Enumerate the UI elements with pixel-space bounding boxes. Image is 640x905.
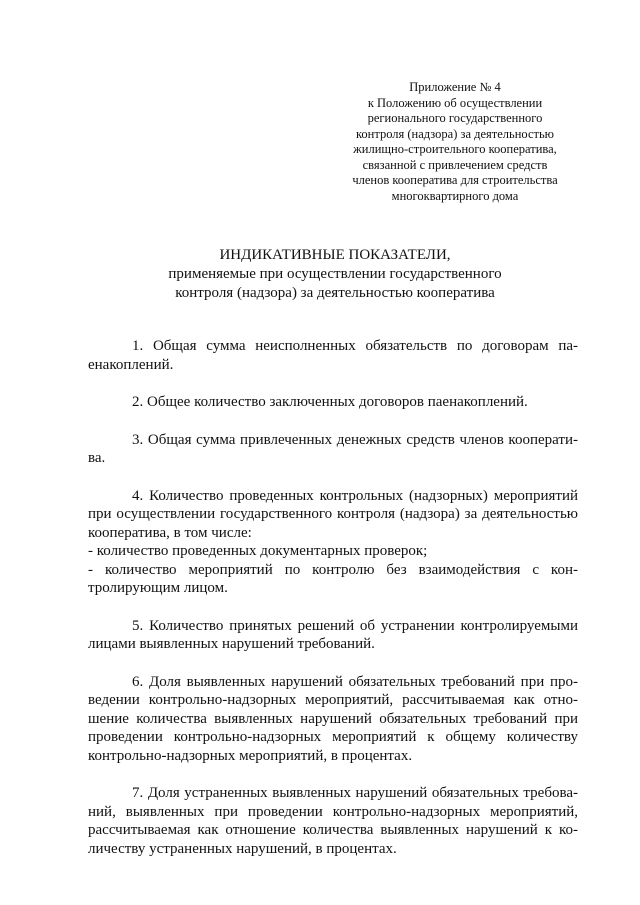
title-heading: ИНДИКАТИВНЫЕ ПОКАЗАТЕЛИ, [219, 247, 451, 263]
appendix-line: контроля (надзора) за деятельностью [355, 126, 555, 141]
paragraph-line: тролирующим лицом. [88, 580, 228, 596]
paragraph-line: 2. Общее количество заключенных договоров паенакоплений. [132, 394, 528, 410]
paragraph-line: личеству устраненных нарушений, в процентах. [88, 840, 397, 857]
indicator-item-6 [88, 673, 578, 766]
indicator-item-1 [88, 337, 578, 374]
indicator-list [88, 337, 578, 858]
paragraph-line: 6. Доля выявленных нарушений обязательных требований при про- [132, 673, 578, 690]
appendix-line: многоквартирного дома [391, 188, 519, 203]
paragraph-line: - количество проведенных документарных проверок; [88, 543, 428, 559]
indicator-item-7 [88, 784, 578, 858]
paragraph-line: рассчитываемая как отношение количества выявленных нарушений к ко- [88, 822, 578, 838]
paragraph-line: 1. Общая сумма неисполненных обязательств по договорам па- [132, 338, 578, 354]
indicator-item-4 [88, 487, 578, 598]
paragraph-line: 7. Доля устраненных выявленных нарушений обязательных требова- [132, 785, 578, 801]
paragraph-line: 5. Количество принятых решений об устранении контролируемыми [132, 617, 578, 634]
paragraph-line: проведении контрольно-надзорных мероприятий к общему количеству [88, 729, 578, 745]
appendix-line: связанной с привлечением средств [362, 157, 548, 172]
indicator-item-2 [88, 393, 578, 412]
paragraph-line: ва. [88, 450, 106, 466]
appendix-line: жилищно-строительного кооператива, [353, 142, 557, 156]
paragraph-line: 4. Количество проведенных контрольных (надзорных) мероприятий [132, 487, 578, 504]
indicator-item-5 [88, 617, 578, 654]
appendix-reference [330, 80, 580, 204]
indicator-item-3 [88, 431, 578, 468]
paragraph-line: лицами выявленных нарушений требований. [88, 636, 375, 652]
appendix-line: к Положению об осуществлении [367, 95, 543, 110]
title-subtitle-line: контроля (надзора) за деятельностью кооператива [175, 285, 495, 301]
appendix-line: регионального государственного [367, 111, 543, 125]
appendix-line: членов кооператива для строительства [352, 173, 558, 187]
paragraph-line: кооператива, в том числе: [88, 524, 252, 541]
paragraph-line: 3. Общая сумма привлеченных денежных средств членов кооперати- [132, 431, 578, 448]
title-subtitle-line: применяемые при осуществлении государственного [168, 266, 502, 282]
appendix-line: Приложение № 4 [409, 80, 501, 94]
paragraph-line: контрольно-надзорных мероприятий, в процентах. [88, 747, 413, 764]
paragraph-line: енакоплений. [88, 356, 174, 373]
paragraph-line: - количество мероприятий по контролю без взаимодействия с кон- [88, 561, 578, 578]
paragraph-line: шение количества выявленных нарушений обязательных требований при [88, 710, 578, 727]
paragraph-line: ний, выявленных при проведении контрольно-надзорных мероприятий, [88, 803, 578, 820]
document-title [100, 246, 570, 303]
paragraph-line: ведении контрольно-надзорных мероприятий, рассчитываемая как отно- [88, 692, 578, 708]
paragraph-line: при осуществлении государственного контроля (надзора) за деятельностью [88, 506, 578, 522]
